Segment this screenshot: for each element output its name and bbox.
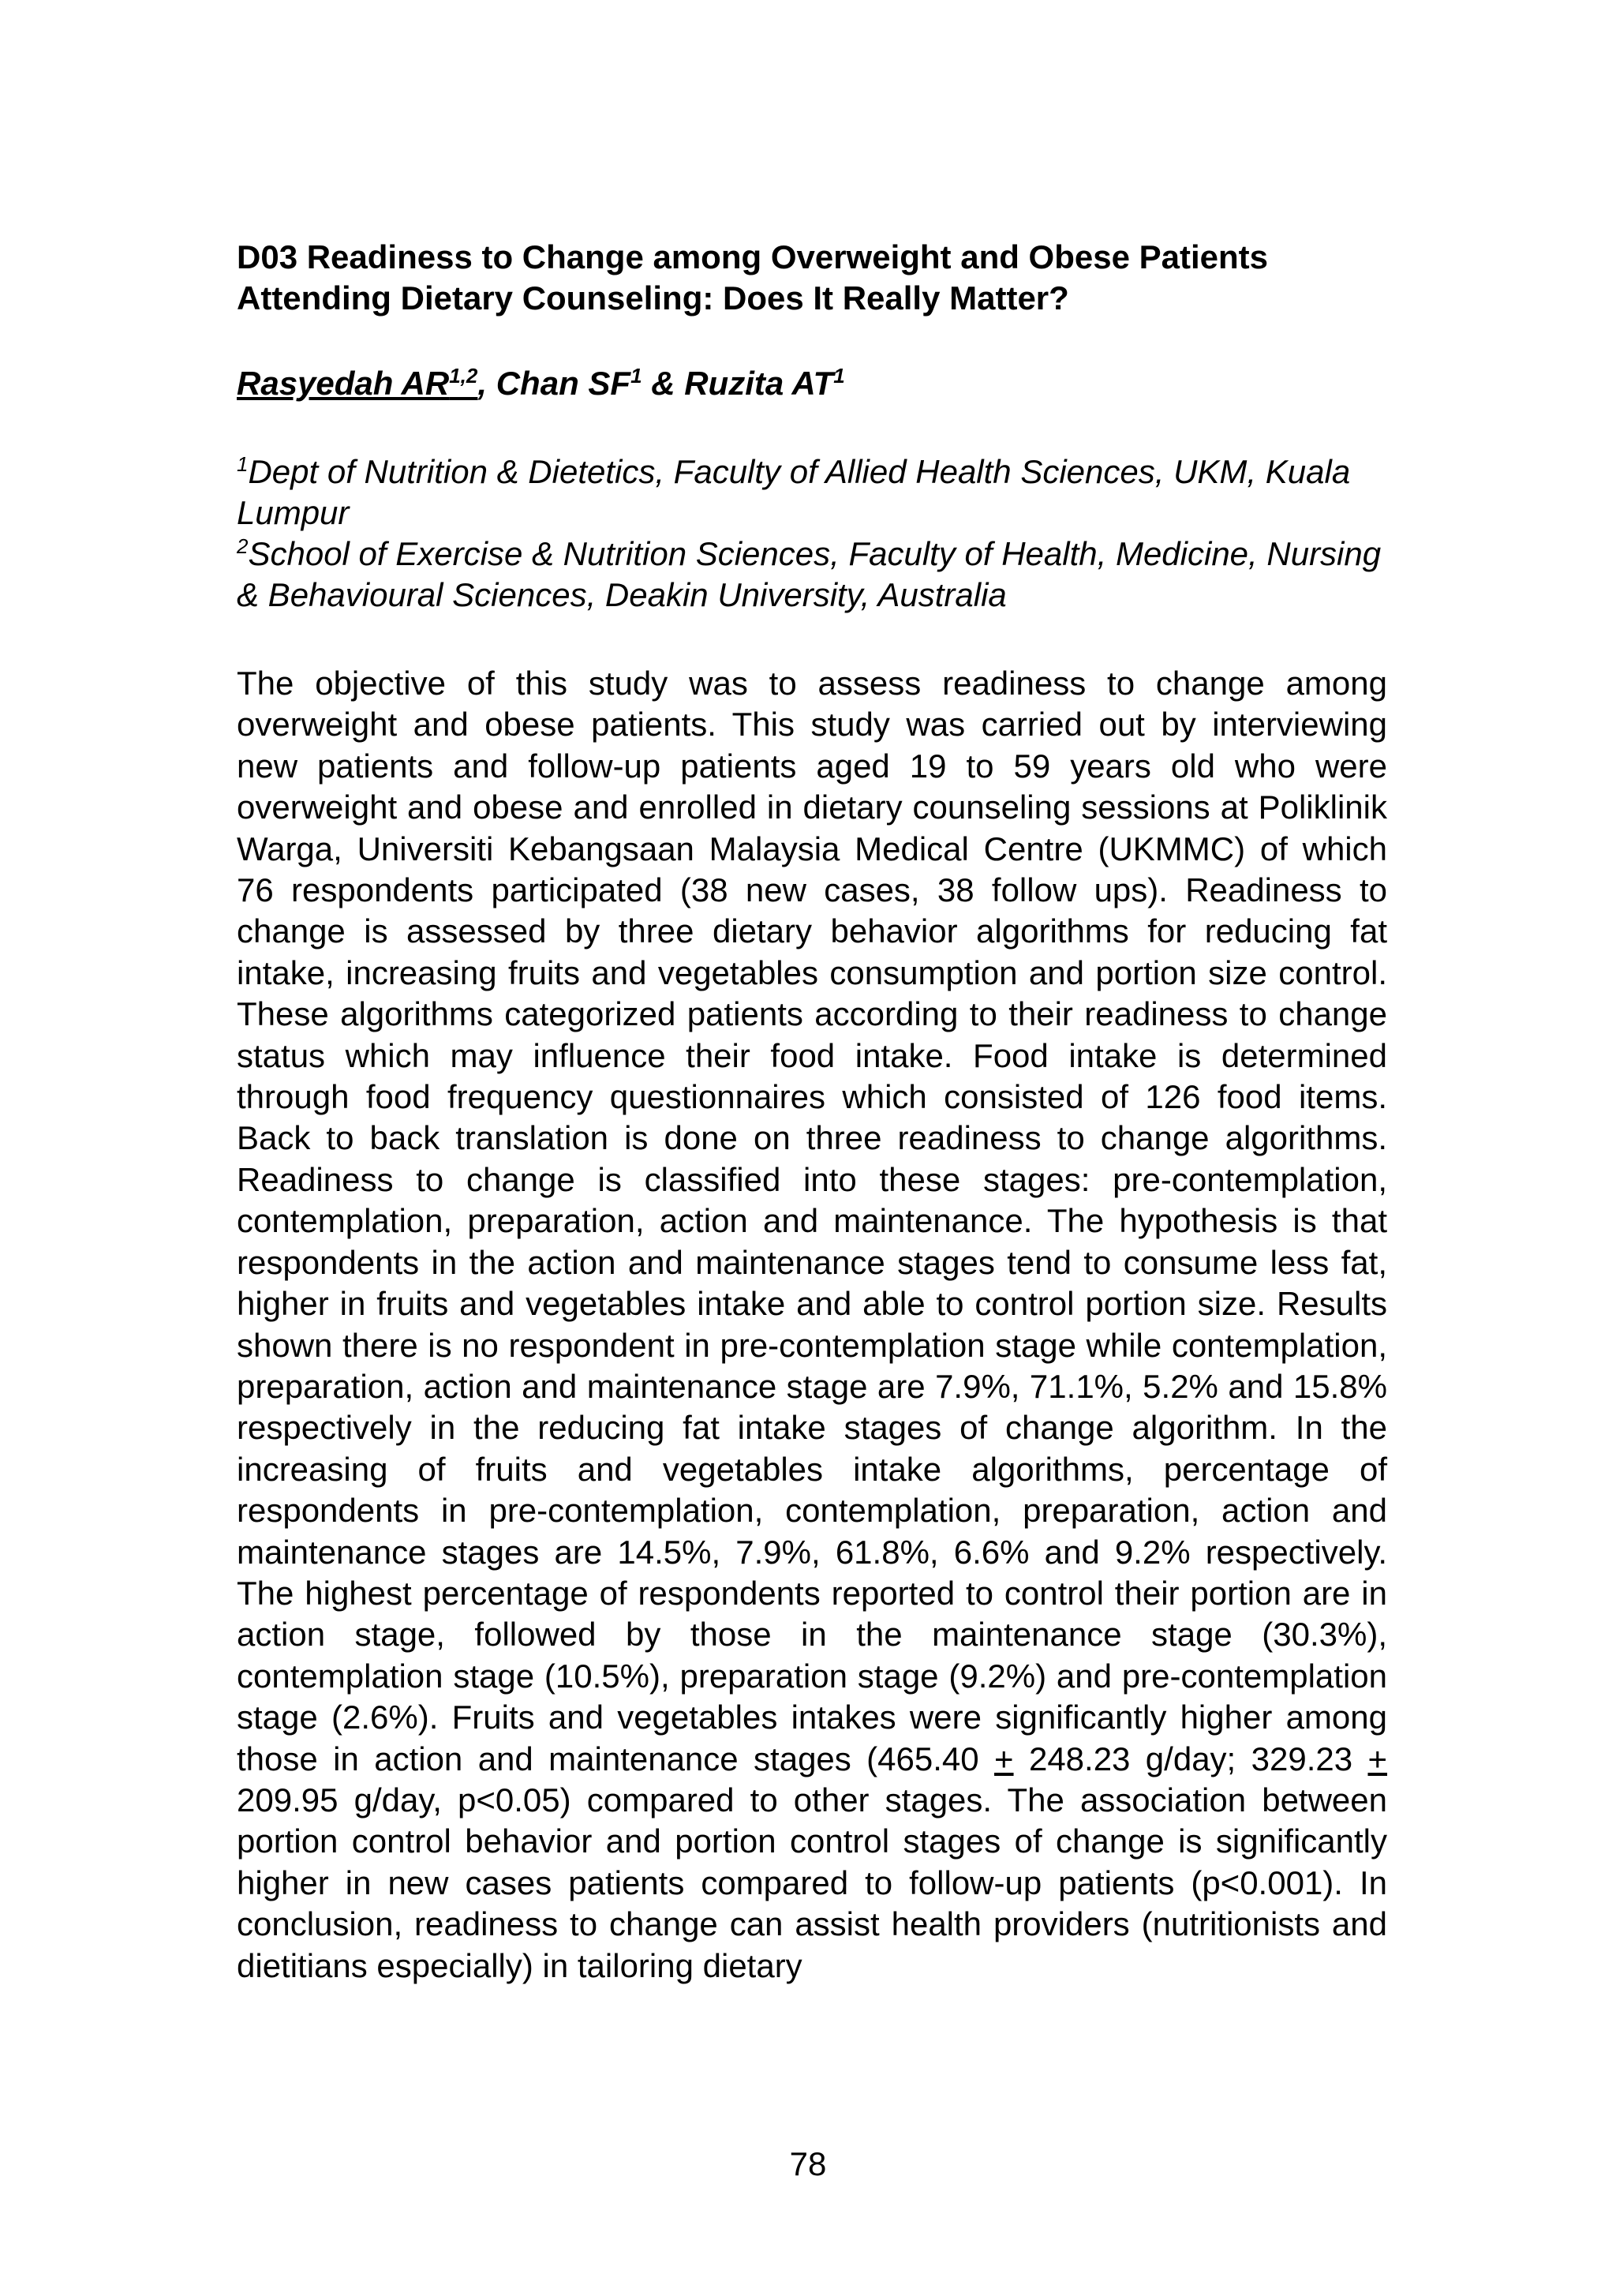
affiliation-1-text: Dept of Nutrition & Dietetics, Faculty of Allied Health Sciences, UKM, Kuala Lumpur (237, 453, 1351, 531)
abstract-text-part-2: 248.23 g/day; 329.23 (1013, 1740, 1368, 1777)
abstract-body (237, 663, 1387, 1987)
paper-title-line-2: Attending Dietary Counseling: Does It Really Matter? (237, 279, 1069, 316)
affiliation-list (237, 451, 1387, 616)
author-1-name: Rasyedah AR (237, 365, 450, 402)
affiliation-2 (237, 534, 1387, 616)
affiliation-1-mark: 1 (237, 452, 249, 476)
plus-minus-sign-2: + (1367, 1740, 1388, 1777)
author-list (237, 363, 1387, 404)
plus-minus-sign-1: + (994, 1740, 1014, 1777)
author-3-affiliation-mark: 1 (833, 364, 845, 388)
author-separator-1: , (477, 365, 496, 402)
paper-title-line-1: D03 Readiness to Change among Overweight and Obese Patients (237, 238, 1269, 275)
author-1-affiliation-mark: 1,2 (449, 364, 478, 388)
author-separator-2: & (642, 365, 685, 402)
paper-title (237, 237, 1387, 319)
author-3-name: Ruzita AT (684, 365, 834, 402)
abstract-content (237, 237, 1387, 2020)
affiliation-1 (237, 451, 1387, 534)
author-2-name: Chan SF (496, 365, 631, 402)
affiliation-2-text: School of Exercise & Nutrition Sciences, Faculty of Health, Medicine, Nursing & Behavioural Sciences, Deakin University, Australia (237, 535, 1382, 613)
page-number: 78 (789, 2145, 827, 2182)
presenting-author (237, 365, 477, 402)
abstract-text-part-3: 209.95 g/day, p<0.05) compared to other stages. The association between portion control behavior and portion control stages of change is significantly higher in new cases patients compared to follow-up patients (p<0.001). In conclusion, readiness to change can assist health providers (nutritionists and dietitians especially) in tailoring dietary (237, 1781, 1387, 1984)
affiliation-2-mark: 2 (237, 534, 249, 558)
author-2-affiliation-mark: 1 (630, 364, 642, 388)
abstract-text-part-1: The objective of this study was to assess readiness to change among overweight and obese patients. This study was carried out by interviewing new patients and follow-up patients aged 19 to 59 years old who were overweight and obese and enrolled in dietary counseling sessions at Poliklinik Warga, Universiti Kebangsaan Malaysia Medical Centre (UKMMC) of which 76 respondents participated (38 new cases, 38 follow ups). Readiness to change is assessed by three dietary behavior algorithms for reducing fat intake, increasing fruits and vegetables consumption and portion size control. These algorithms categorized patients according to their readiness to change status which may influence their food intake. Food intake is determined through food frequency questionnaires which consisted of 126 food items. Back to back translation is done on three readiness to change algorithms. Readiness to change is classified into these stages: pre-contemplation, contemplation, preparation, action and maintenance. The hypothesis is that respondents in the action and maintenance stages tend to consume less fat, higher in fruits and vegetables intake and able to control portion size. Results shown there is no respondent in pre-contemplation stage while contemplation, preparation, action and maintenance stage are 7.9%, 71.1%, 5.2% and 15.8% respectively in the reducing fat intake stages of change algorithm. In the increasing of fruits and vegetables intake algorithms, percentage of respondents in pre-contemplation, contemplation, preparation, action and maintenance stages are 14.5%, 7.9%, 61.8%, 6.6% and 9.2% respectively. The highest percentage of respondents reported to control their portion are in action stage, followed by those in the maintenance stage (30.3%), contemplation stage (10.5%), preparation stage (9.2%) and pre-contemplation stage (2.6%). Fruits and vegetables intakes were significantly higher among those in action and maintenance stages (465.40 (237, 665, 1387, 1777)
